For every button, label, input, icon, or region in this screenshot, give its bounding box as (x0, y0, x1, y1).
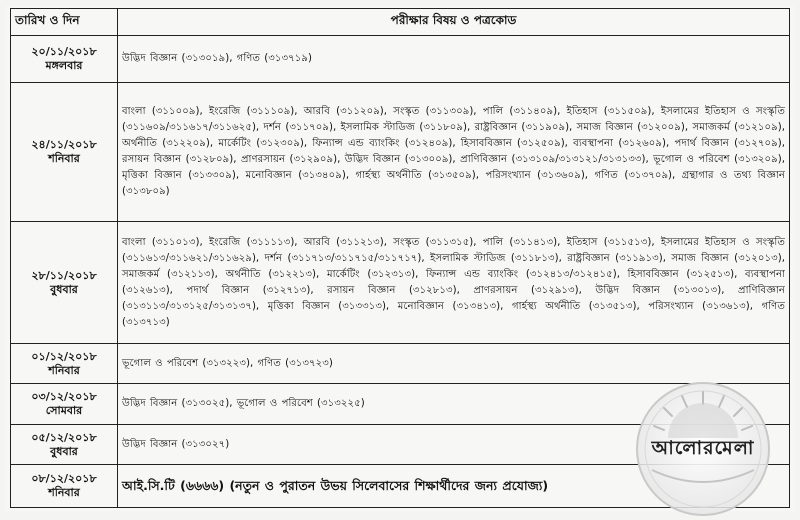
exam-date: ০১/১২/২০১৮ (31, 349, 97, 363)
table-row (11, 36, 790, 83)
date-cell (11, 36, 118, 83)
subjects-cell: উদ্ভিদ বিজ্ঞান (৩১৩০২৭) (118, 424, 790, 464)
exam-day: শনিবার (48, 363, 80, 377)
exam-date: ২০/১১/২০১৮ (31, 45, 97, 59)
table-row (11, 83, 790, 222)
exam-day: বুধবার (50, 282, 78, 296)
watermark-logo (632, 378, 774, 520)
exam-routine-sheet (6, 6, 794, 511)
exam-date: ২৪/১১/২০১৮ (31, 138, 97, 152)
exam-day: বুধবার (50, 444, 78, 458)
date-cell (11, 343, 118, 383)
date-cell (11, 384, 118, 424)
exam-date: ০৩/১২/২০১৮ (31, 390, 97, 404)
exam-day: শনিবার (48, 486, 80, 500)
table-row (11, 222, 790, 343)
exam-date: ২৮/১১/২০১৮ (31, 268, 97, 282)
exam-day: সোমবার (45, 404, 83, 418)
exam-date: ০৫/১২/২০১৮ (31, 430, 97, 444)
subjects-cell: বাংলা (৩১১০১৩), ইংরেজি (৩১১১১৩), আরবি (৩১১২১৩), সংস্কৃত (৩১১৩১৫), পালি (৩১১৪১৩), ইতিহাস (৩১১৫১৩), ইসলামের ইতিহাস ও সংস্কৃতি (৩১১৬১৩/৩১১৬২১/৩১১৬২৯), দর্শন (৩১১৭১৩/৩১১৭১৫/৩১১৭১৭), ইসলামিক স্টাডিজ (৩১১৮১৩), রাষ্ট্রবিজ্ঞান (৩১১৯১৩), সমাজ বিজ্ঞান (৩১২০১৩), সমাজকর্ম (৩১২১১৩), অর্থনীতি (৩১২২১৩), মার্কেটিং (৩১২৩১৩), ফিন্যান্স এন্ড ব্যাংকিং (৩১২৪১৩/৩১২৪১৫), হিসাববিজ্ঞান (৩১২৫১৩), ব্যবস্থাপনা (৩১২৬১৩), পদার্থ বিজ্ঞান (৩১২৭১৩), রসায়ন বিজ্ঞান (৩১২৮১৩), প্রাণরসায়ন (৩১২৯১৩), উদ্ভিদ বিজ্ঞান (৩১৩০১৩), প্রাণিবিজ্ঞান (৩১৩১১৩/৩১৩১২৫/৩১৩১৩৭), মৃত্তিকা বিজ্ঞান (৩১৩৩১৩), মনোবিজ্ঞান (৩১৩৪১৩), গার্হস্থ্য অর্থনীতি (৩১৩৫১৩), পরিসংখ্যান (৩১৩৬১৩), গণিত (৩১৩৭১৩) (118, 222, 790, 343)
date-cell (11, 83, 118, 222)
subjects-cell: উদ্ভিদ বিজ্ঞান (৩১৩০১৯), গণিত (৩১৩৭১৯) (118, 36, 790, 83)
subjects-cell: ভূগোল ও পরিবেশ (৩১৩২২৩), গণিত (৩১৩৭২৩) (118, 343, 790, 383)
date-column-header: তারিখ ও দিন (11, 9, 118, 36)
subjects-cell: আই.সি.টি (৬৬৬৬) (নতুন ও পুরাতন উভয় সিলেবাসের শিক্ষার্থীদের জন্য প্রযোজ্য) (118, 465, 790, 508)
exam-day: মঙ্গলবার (45, 59, 83, 73)
subject-column-header: পরীক্ষার বিষয় ও পত্রকোড (118, 9, 790, 36)
date-cell (11, 222, 118, 343)
table-header-row (11, 9, 790, 36)
watermark-text: আলোরমেলা (651, 437, 755, 459)
exam-date: ০৮/১২/২০১৮ (31, 472, 97, 486)
date-cell (11, 465, 118, 508)
subjects-cell: উদ্ভিদ বিজ্ঞান (৩১৩০২৫), ভূগোল ও পরিবেশ (৩১৩২২৫) (118, 384, 790, 424)
date-cell (11, 424, 118, 464)
exam-day: শনিবার (48, 152, 80, 166)
subjects-cell: বাংলা (৩১১০০৯), ইংরেজি (৩১১১০৯), আরবি (৩১১২০৯), সংস্কৃত (৩১১৩০৯), পালি (৩১১৪০৯), ইতিহাস (৩১১৫০৯), ইসলামের ইতিহাস ও সংস্কৃতি (৩১১৬০৯/৩১১৬১৭/৩১১৬২৫), দর্শন (৩১১৭০৯), ইসলামিক স্টাডিজ (৩১১৮০৯), রাষ্ট্রবিজ্ঞান (৩১১৯০৯), সমাজ বিজ্ঞান (৩১২০০৯), সমাজকর্ম (৩১২১০৯), অর্থনীতি (৩১২২০৯), মার্কেটিং (৩১২৩০৯), ফিন্যান্স এন্ড ব্যাংকিং (৩১২৪০৯), হিসাববিজ্ঞান (৩১২৫০৯), ব্যবস্থাপনা (৩১২৬০৯), পদার্থ বিজ্ঞান (৩১২৭০৯), রসায়ন বিজ্ঞান (৩১২৮০৯), প্রাণরসায়ন (৩১২৯০৯), উদ্ভিদ বিজ্ঞান (৩১৩০০৯), প্রাণিবিজ্ঞান (৩১৩১০৯/৩১৩১২১/৩১৩১৩৩), ভূগোল ও পরিবেশ (৩১৩২০৯), মৃত্তিকা বিজ্ঞান (৩১৩৩০৯), মনোবিজ্ঞান (৩১৩৪০৯), গার্হস্থ্য অর্থনীতি (৩১৩৫০৯), পরিসংখ্যান (৩১৩৬০৯), গণিত (৩১৩৭০৯), গ্রন্থাগার ও তথ্য বিজ্ঞান (৩১৩৮০৯) (118, 83, 790, 222)
